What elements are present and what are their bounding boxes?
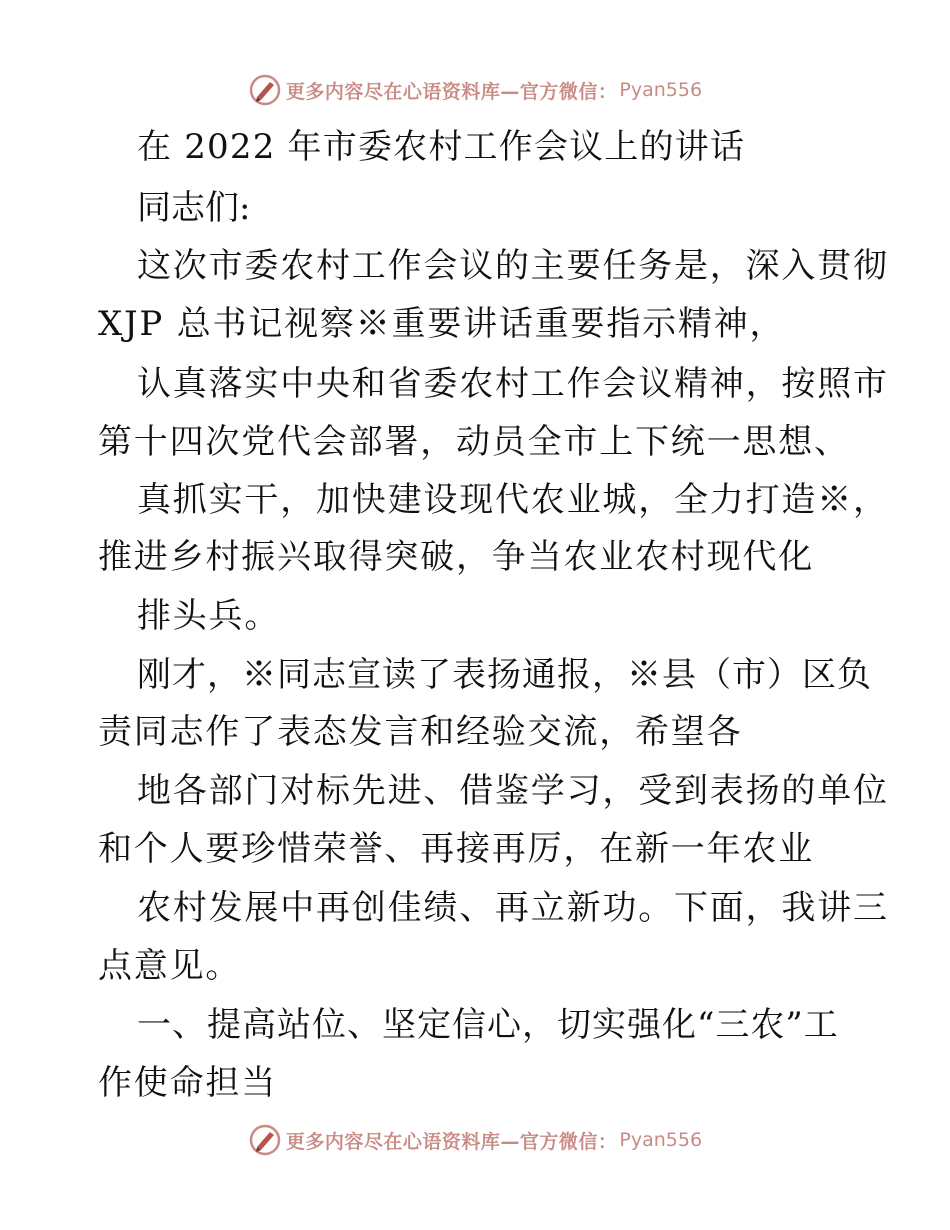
text-line: 排头兵。 (137, 596, 281, 636)
watermark-text: 更多内容尽在心语资料库—官方微信： (285, 80, 618, 103)
text-line: 第十四次党代会部署，动员全市上下统一思想、 (98, 422, 850, 462)
text-line: 这次市委农村工作会议的主要任务是，深入贯彻 (137, 246, 889, 286)
watermark-wechat-id: Pyan556 (619, 1129, 703, 1151)
watermark-top (0, 70, 950, 110)
text-line: 点意见。 (98, 946, 242, 986)
speech-title: 在 2022 年市委农村工作会议上的讲话 (137, 127, 746, 167)
salutation: 同志们: (137, 188, 251, 228)
watermark-text: 更多内容尽在心语资料库—官方微信： (285, 1130, 618, 1153)
watermark-wechat-id: Pyan556 (619, 79, 703, 101)
section-heading: 一、提高站位、坚定信心，切实强化“三农”工 (137, 1005, 839, 1045)
text-line: 认真落实中央和省委农村工作会议精神，按照市 (137, 364, 889, 404)
pen-logo-icon (248, 73, 282, 107)
text-line: 地各部门对标先进、借鉴学习，受到表扬的单位 (137, 771, 889, 811)
text-line: XJP 总书记视察※重要讲话重要指示精神， (98, 304, 786, 344)
text-line: 责同志作了表态发言和经验交流，希望各 (98, 712, 743, 752)
text-line: 推进乡村振兴取得突破，争当农业农村现代化 (98, 537, 814, 577)
pen-logo-icon (248, 1123, 282, 1157)
text-line: 和个人要珍惜荣誉、再接再厉，在新一年农业 (98, 829, 814, 869)
section-heading-cont: 作使命担当 (98, 1063, 277, 1103)
text-line: 真抓实干，加快建设现代农业城，全力打造※， (137, 480, 889, 520)
text-line: 农村发展中再创佳绩、再立新功。下面，我讲三 (137, 888, 889, 928)
text-line: 刚才，※同志宣读了表扬通报，※县（市）区负 (137, 655, 872, 695)
watermark-bottom (0, 1120, 950, 1160)
